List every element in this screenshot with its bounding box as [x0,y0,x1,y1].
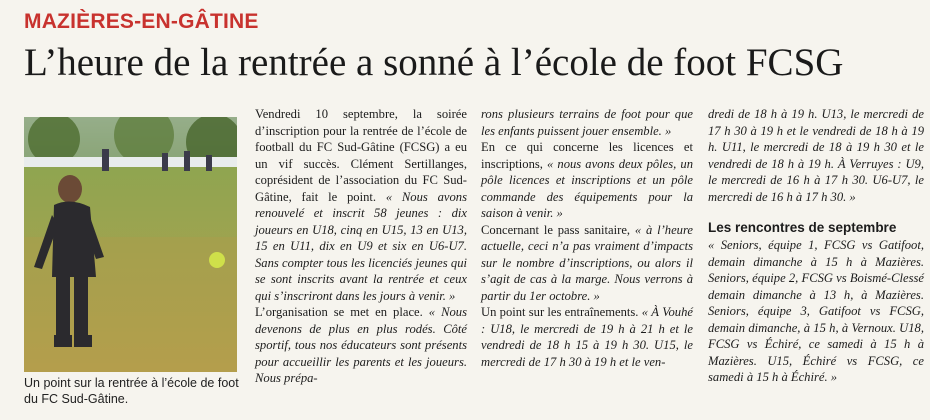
quote-text: « Nous avons renouvelé et inscrit 58 jeunes : dix joueurs en U18, cinq en U15, 13 en U13, 15 en U11, dix en U9 et six en U6-U7. Sans compter tous les licenciés jeunes qui se sont inscrits avant la rentrée et ceux qui s’inscriront dans les jours à venir. » [255,189,467,303]
quote-text: « à l’heure actuelle, ceci n’a pas vraiment d’impacts sur le nombre d’inscriptions, ou alors il s’agit de cas à la marge. Nous verrons à partir du 1er octobre. » [481,222,693,303]
quote-text: « À Vouhé : U18, le mercredi de 19 h à 21 h et le vendredi de 18 h 15 à 19 h 30. U15, le mercredi de 17 h 30 à 19 h et le ven- [481,305,693,369]
body-text: L’organisation se met en place. [255,305,423,319]
article-photo [24,117,237,372]
photo-caption: Un point sur la rentrée à l’école de foot du FC Sud-Gâtine. [24,376,239,406]
body-text: En ce qui concerne les licences et inscriptions, [481,140,693,171]
section-kicker: MAZIÈRES-EN-GÂTINE [24,10,259,33]
article-column-2 [481,106,693,370]
article-column-1 [255,106,467,387]
article-column-3 [708,106,924,386]
quote-text: rons plusieurs terrains de foot pour que les enfants puissent jouer ensemble. » [481,107,693,138]
paragraph [255,106,467,304]
paragraph [481,139,693,222]
paragraph [481,222,693,305]
body-text: Concernant le pass sanitaire, [481,222,631,237]
quote-text: « Nous devenons de plus en plus rodés. Côté sportif, tous nos éducateurs sont présents pour accueillir les parents et les joueurs. Nous prépa- [255,305,467,385]
section-subhead: Les rencontres de septembre [708,220,897,235]
article-headline: L’heure de la rentrée a sonné à l’école de foot FCSG [24,41,844,84]
body-text: Un point sur les entraînements. [481,305,639,319]
paragraph [481,304,693,370]
paragraph [255,304,467,387]
quote-text: dredi de 18 h à 19 h. U13, le mercredi de 17 h 30 à 19 h et le vendredi de 18 h à 19 h. U11, le mercredi de 18 à 19 h 30 et le vendredi de 18 h à 19 h. À Verruyes : U9, le mercredi de 16 h à 17 h 30. U6-U7, le mercredi de 16 h à 17 h 30. » [708,107,924,204]
quote-text: « nous avons deux pôles, un pôle licences et inscriptions et un pôle commande des équipements pour la saison à venir. » [481,156,694,220]
quote-text: « Seniors, équipe 1, FCSG vs Gatifoot, demain dimanche à 15 h à Mazières. Seniors, équipe 2, FCSG vs Boismé-Clessé demain dimanche à 13 h, à Mazières. Seniors, équipe 3, Gatifoot vs FCSG, demain dimanche, à 15 h, à Vernoux. U18, FCSG vs Échiré, ce samedi à 15 h à Mazières. U15, Échiré vs FCSG, ce samedi à 15 h à Échiré. » [708,238,924,384]
body-text: Vendredi 10 septembre, la soirée d’inscription pour la rentrée de l’école de football du FC Sud-Gâtine (FCSG) a eu un vif succès. Clément Sertillanges, coprésident de l’association du FC Sud-Gâtine, fait le point. [255,107,467,204]
